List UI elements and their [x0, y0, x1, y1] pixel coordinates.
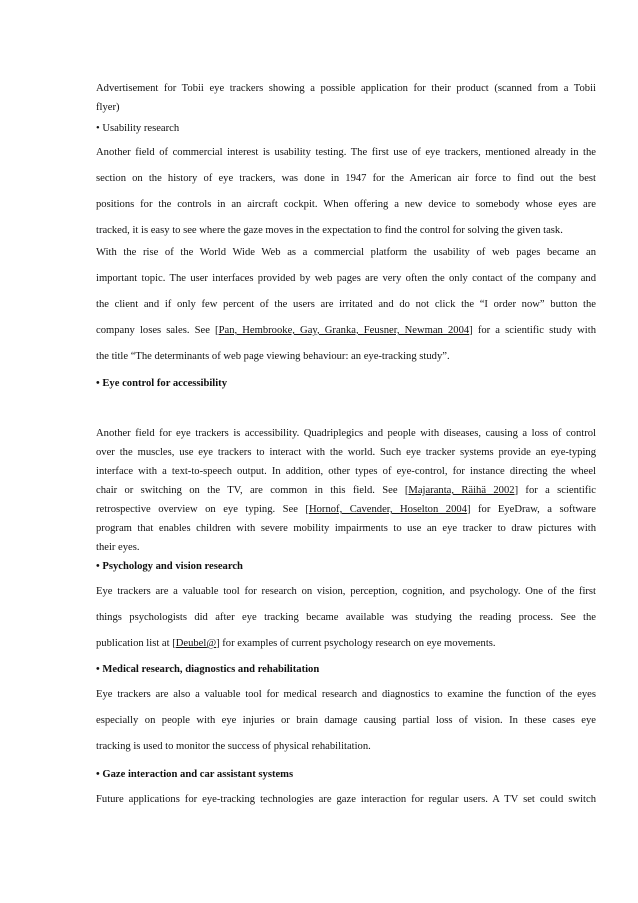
- citation-link-pan-2004[interactable]: Pan, Hembrooke, Gay, Granka, Feusner, Newman 2004: [218, 325, 470, 336]
- paragraph-line: Another field of commercial interest is usability testing. The first use of eye trackers, mentioned already in the: [96, 147, 596, 158]
- paragraph-line: important topic. The user interfaces provided by web pages are very often the only contact of the company and: [96, 273, 596, 284]
- section-heading: • Psychology and vision research: [96, 561, 243, 572]
- paragraph-line: [96, 503, 596, 516]
- paragraph-usability-2: [96, 246, 596, 363]
- section-heading: • Medical research, diagnostics and rehabilitation: [96, 664, 320, 675]
- paragraph-line: section on the history of eye trackers, was done in 1947 for the American air force to find out the best: [96, 173, 596, 184]
- paragraph-line: the client and if only few percent of the users are irritated and do not click the “I order now” button the: [96, 299, 596, 310]
- paragraph-line: tracked, it is easy to see where the gaze moves in the expectation to find the control for solving the given task.: [96, 225, 563, 236]
- paragraph-line: interface with a text-to-speech output. In addition, other types of eye-control, for instance directing the wheel: [96, 466, 596, 477]
- paragraph-line: things psychologists did after eye tracking became available was studying the reading process. See the: [96, 612, 596, 623]
- citation-link-majaranta-2002[interactable]: Majaranta, Räihä 2002: [408, 485, 515, 496]
- section-heading-accessibility: [96, 377, 596, 390]
- paragraph-medical: [96, 688, 596, 753]
- paragraph-gaze: [96, 793, 596, 806]
- paragraph-psychology: [96, 585, 596, 650]
- section-heading-medical: [96, 663, 596, 676]
- citation-link-deubel[interactable]: Deubel@: [175, 638, 217, 649]
- paragraph-usability-1: [96, 146, 596, 237]
- text-run: ] for a scientific: [514, 485, 596, 496]
- paragraph-line: [96, 484, 596, 497]
- text-run: company loses sales. See [: [96, 325, 219, 336]
- caption-line: flyer): [96, 102, 120, 113]
- paragraph-line: over the muscles, use eye trackers to interact with the world. Such eye tracker systems provide an eye-typing: [96, 447, 596, 458]
- paragraph-line: Another field for eye trackers is accessibility. Quadriplegics and people with diseases, causing a loss of control: [96, 428, 596, 439]
- paragraph-line: their eyes.: [96, 542, 140, 553]
- paragraph-line: especially on people with eye injuries or brain damage causing partial loss of vision. In these cases eye: [96, 715, 596, 726]
- text-run: ] for EyeDraw, a software: [466, 504, 596, 515]
- paragraph-line: positions for the controls in an aircraft cockpit. When offering a new device to somebody whose eyes are: [96, 199, 596, 210]
- figure-caption: [96, 82, 596, 114]
- paragraph-line: the title “The determinants of web page viewing behaviour: an eye-tracking study”.: [96, 351, 450, 362]
- text-run: publication list at [: [96, 638, 176, 649]
- text-run: ] for examples of current psychology research on eye movements.: [216, 638, 496, 649]
- text-run: retrospective overview on eye typing. See [: [96, 504, 309, 515]
- section-heading-usability: [96, 122, 596, 135]
- section-heading: • Gaze interaction and car assistant systems: [96, 769, 294, 780]
- text-run: ] for a scientific study with: [469, 325, 596, 336]
- paragraph-line: With the rise of the World Wide Web as a commercial platform the usability of web pages became an: [96, 247, 596, 258]
- section-heading-psychology: [96, 560, 596, 573]
- paragraph-line: Future applications for eye-tracking technologies are gaze interaction for regular users. A TV set could switch: [96, 794, 596, 805]
- paragraph-line: [96, 324, 596, 337]
- citation-link-hornof-2004[interactable]: Hornof, Cavender, Hoselton 2004: [308, 504, 467, 515]
- section-heading: • Usability research: [96, 123, 180, 134]
- paragraph-line: program that enables children with severe mobility impairments to use an eye tracker to draw pictures with: [96, 523, 596, 534]
- caption-line: Advertisement for Tobii eye trackers showing a possible application for their product (scanned from a Tobii: [96, 83, 596, 94]
- paragraph-line: [96, 637, 596, 650]
- paragraph-line: tracking is used to monitor the success of physical rehabilitation.: [96, 741, 371, 752]
- paragraph-line: Eye trackers are a valuable tool for research on vision, perception, cognition, and psychology. One of the first: [96, 586, 596, 597]
- section-heading-gaze: [96, 768, 596, 781]
- paragraph-line: Eye trackers are also a valuable tool for medical research and diagnostics to examine the function of the eyes: [96, 689, 596, 700]
- paragraph-accessibility: [96, 427, 596, 554]
- text-run: chair or switching on the TV, are common in this field. See [: [96, 485, 409, 496]
- section-heading: • Eye control for accessibility: [96, 378, 228, 389]
